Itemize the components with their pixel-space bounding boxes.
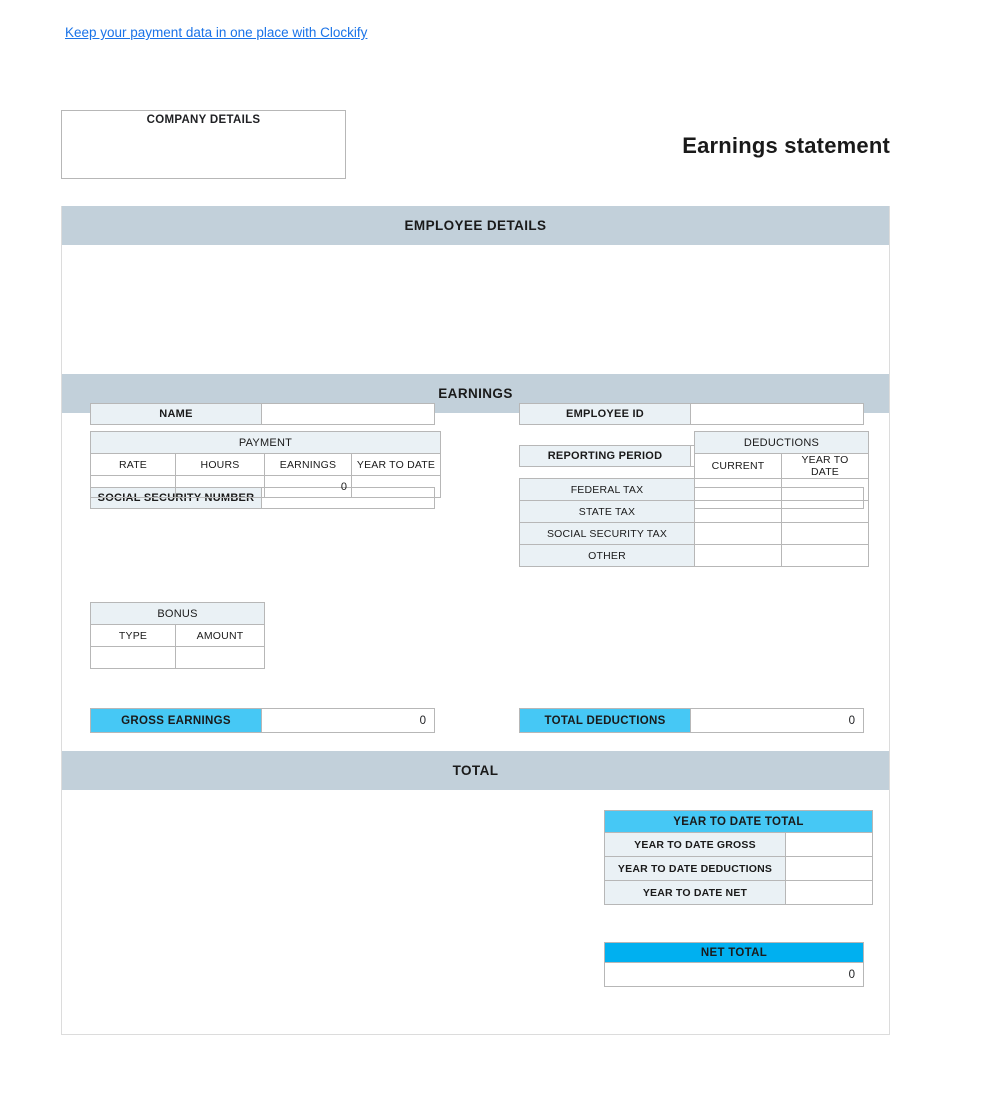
year-to-date-deductions-value[interactable] [786,857,873,881]
year-to-date-total-table [604,810,873,905]
page-title: Earnings statement [682,133,890,158]
table-row [605,833,873,857]
company-details-label: COMPANY DETAILS [146,114,261,126]
field-label-social-security-number: SOCIAL SECURITY NUMBER [90,487,262,509]
field-label-name: NAME [90,403,262,425]
bonus-cell-type[interactable] [91,647,176,669]
table-row [91,432,441,454]
field-label-employee-id: EMPLOYEE ID [519,403,691,425]
table-row [520,454,869,479]
deductions-row-label-other: OTHER [520,545,695,567]
deductions-spacer-cell [520,454,695,479]
section-band-total: TOTAL [61,751,890,790]
gross-earnings-row [90,708,435,733]
payment-cell-earnings[interactable]: 0 [265,476,352,498]
table-row [91,647,265,669]
deductions-cell-federal-tax-current[interactable] [695,479,782,501]
bonus-cell-amount[interactable] [176,647,265,669]
net-total-value[interactable]: 0 [605,963,864,987]
bonus-col-type: TYPE [91,625,176,647]
total-deductions-label: TOTAL DEDUCTIONS [519,708,691,733]
deductions-col-current: CURRENT [695,454,782,479]
table-row [91,454,441,476]
net-total-table [604,942,864,987]
payment-cell-hours[interactable] [176,476,265,498]
total-deductions-value[interactable]: 0 [691,708,864,733]
total-section [61,790,890,1035]
bonus-table-title: BONUS [91,603,265,625]
table-row [520,501,869,523]
deductions-cell-state-tax-current[interactable] [695,501,782,523]
deductions-col-ytd: YEAR TO DATE [782,454,869,479]
total-deductions-row [519,708,864,733]
net-total-label: NET TOTAL [605,943,864,963]
deductions-cell-other-ytd[interactable] [782,545,869,567]
payment-col-earnings: EARNINGS [265,454,352,476]
bonus-table [90,602,265,669]
deductions-cell-state-tax-ytd[interactable] [782,501,869,523]
statement-header [61,110,890,206]
clockify-promo-link[interactable]: Keep your payment data in one place with Clockify [65,25,368,40]
year-to-date-gross-value[interactable] [786,833,873,857]
table-row [520,523,869,545]
gross-earnings-label: GROSS EARNINGS [90,708,262,733]
gross-earnings-value[interactable]: 0 [262,708,435,733]
section-band-employee-details: EMPLOYEE DETAILS [61,206,890,245]
table-row [605,963,864,987]
year-to-date-deductions-label: YEAR TO DATE DEDUCTIONS [605,857,786,881]
deductions-table-title: DEDUCTIONS [695,432,869,454]
payment-cell-rate[interactable] [91,476,176,498]
deductions-row-label-state-tax: STATE TAX [520,501,695,523]
table-row [91,625,265,647]
deductions-cell-other-current[interactable] [695,545,782,567]
table-row [605,881,873,905]
earnings-section [61,413,890,751]
year-to-date-total-title: YEAR TO DATE TOTAL [605,811,873,833]
payment-col-hours: HOURS [176,454,265,476]
year-to-date-gross-label: YEAR TO DATE GROSS [605,833,786,857]
table-row [520,479,869,501]
deductions-row-label-federal-tax: FEDERAL TAX [520,479,695,501]
payment-table-title: PAYMENT [91,432,441,454]
table-row [520,545,869,567]
section-band-earnings: EARNINGS [61,374,890,413]
table-row [91,476,441,498]
table-row [605,857,873,881]
deductions-cell-federal-tax-ytd[interactable] [782,479,869,501]
table-row [605,943,864,963]
year-to-date-net-label: YEAR TO DATE NET [605,881,786,905]
payment-col-rate: RATE [91,454,176,476]
deductions-cell-social-security-tax-current[interactable] [695,523,782,545]
bonus-col-amount: AMOUNT [176,625,265,647]
table-row [520,432,869,454]
company-details-box[interactable] [61,110,346,179]
deductions-row-label-social-security-tax: SOCIAL SECURITY TAX [520,523,695,545]
year-to-date-net-value[interactable] [786,881,873,905]
table-row [605,811,873,833]
payment-table [90,431,441,498]
deductions-cell-social-security-tax-ytd[interactable] [782,523,869,545]
field-label-reporting-period: REPORTING PERIOD [519,445,691,467]
deductions-table [519,431,869,567]
deductions-spacer-cell [520,432,695,454]
table-row [91,603,265,625]
payment-cell-ytd[interactable] [352,476,441,498]
payment-col-ytd: YEAR TO DATE [352,454,441,476]
earnings-statement-sheet [61,110,890,1035]
